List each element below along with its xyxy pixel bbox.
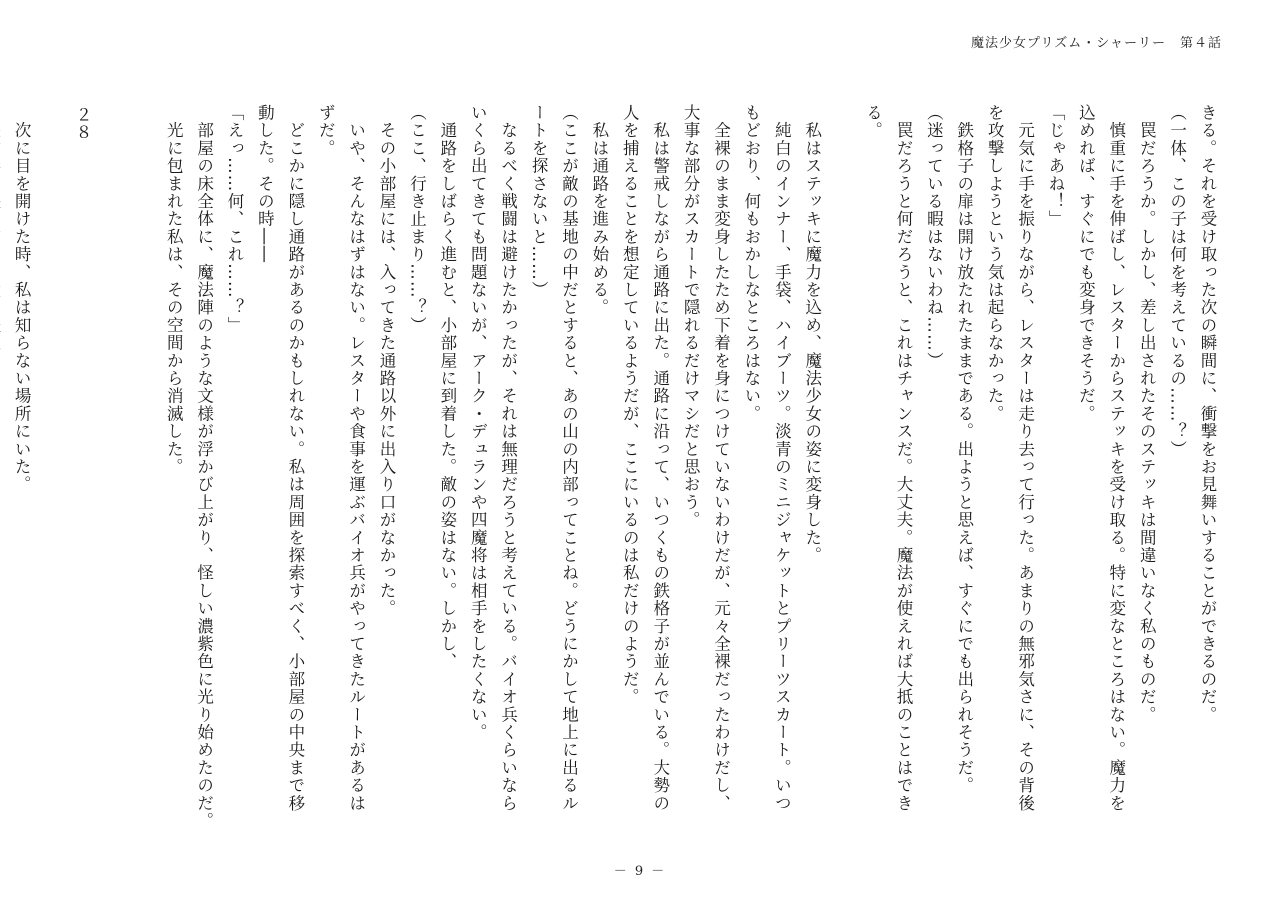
text-line: （ここが敵の基地の中だとすると、あの山の内部ってことね。どうにかして地上に出るル [559, 104, 579, 812]
blank-line [36, 104, 66, 794]
text-line: 元気に手を振りながら、レスターは走り去って行った。あまりの無邪気さに、その背後 [1015, 104, 1035, 812]
text-line: きる。それを受け取った次の瞬間に、衝撃をお見舞いすることができるのだ。 [1198, 104, 1217, 724]
text-line: 私はステッキに魔力を込め、魔法少女の姿に変身した。 [802, 104, 822, 565]
text-line: 人を捕えることを想定しているようだが、ここにいるのは私だけのようだ。 [620, 104, 640, 706]
text-line: いくら出てきても問題ないが、アーク・デュランや四魔将は相手をしたくない。 [468, 104, 488, 742]
text-line [0, 104, 6, 794]
text-line: 慎重に手を伸ばし、レスターからステッキを受け取る。特に変なところはない。魔力を [1106, 104, 1126, 812]
text-line: （一体、この子は何を考えているの……？） [1167, 104, 1187, 458]
blank-line [127, 104, 157, 794]
novel-body-text [12, 104, 1222, 830]
text-line: 罠だろうか。しかし、差し出されたそのステッキは間違いなく私のものだ。 [1137, 104, 1157, 724]
text-line: 大事な部分がスカートで隠れるだけマシだと思おう。 [681, 104, 701, 529]
text-line: ずだ。 [316, 104, 336, 158]
text-line: 込めれば、すぐにでも変身できそうだ。 [1076, 104, 1096, 423]
text-line: どこかに隠し通路があるのかもしれない。私は周囲を探索すべく、小部屋の中央まで移 [285, 104, 305, 812]
text-line: 動した。その時―― [255, 104, 275, 264]
running-header: 魔法少女プリズム・シャーリー 第４話 [971, 36, 1222, 51]
text-line: 次に目を開けた時、私は知らない場所にいた。 [12, 104, 32, 494]
text-line: を攻撃しようという気は起らなかった。 [985, 104, 1005, 423]
text-line: 鉄格子の扉は開け放たれたままである。出ようと思えば、すぐにでも出られそうだ。 [954, 104, 974, 795]
text-line: 光に包まれた私は、その空間から消滅した。 [164, 104, 184, 476]
text-line: る。 [863, 104, 883, 140]
text-line: ートを探さないと……） [529, 104, 549, 299]
text-line: 私は警戒しながら通路に出た。通路に沿って、いつくもの鉄格子が並んでいる。大勢の [650, 104, 670, 812]
text-line: 私は通路を進み始める。 [589, 104, 609, 317]
text-line: なるべく戦闘は避けたかったが、それは無理だろうと考えている。バイオ兵くらいなら [498, 104, 518, 812]
blank-line [97, 104, 127, 794]
text-line: 通路をしばらく進むと、小部屋に到着した。敵の姿はない。しかし、 [437, 104, 457, 671]
text-line: いや、そんなはずはない。レスターや食事を運ぶバイオ兵がやってきたルートがあるは [346, 104, 366, 812]
text-line: （ここ、行き止まり……？） [407, 104, 427, 335]
text-line: 「じゃあね！」 [1045, 104, 1065, 228]
text-line: 全裸のまま変身したため下着を身につけていないわけだが、元々全裸だったわけだし、 [711, 104, 731, 812]
chapter-number: ２８ [72, 106, 92, 142]
text-line: 「えっ……何、これ……？」 [225, 104, 244, 335]
text-line: 罠だろうと何だろうと、これはチャンスだ。大丈夫。魔法が使えれば大抵のことはでき [893, 104, 913, 812]
text-line: 部屋の床全体に、魔法陣のような文様が浮かび上がり、怪しい濃紫色に光り始めたのだ。 [194, 104, 214, 830]
text-line: （迷っている暇はないわね……） [924, 104, 944, 370]
text-line: その小部屋には、入ってきた通路以外に出入り口がなかった。 [377, 104, 397, 618]
blank-line [827, 104, 857, 794]
text-line: もどおり、何もおかしなところはない。 [741, 104, 761, 423]
page-number: － 9 － [613, 864, 667, 879]
text-line: 純白のインナー、手袋、ハイブーツ。淡青のミニジャケットとプリーツスカート。いつ [772, 104, 792, 812]
